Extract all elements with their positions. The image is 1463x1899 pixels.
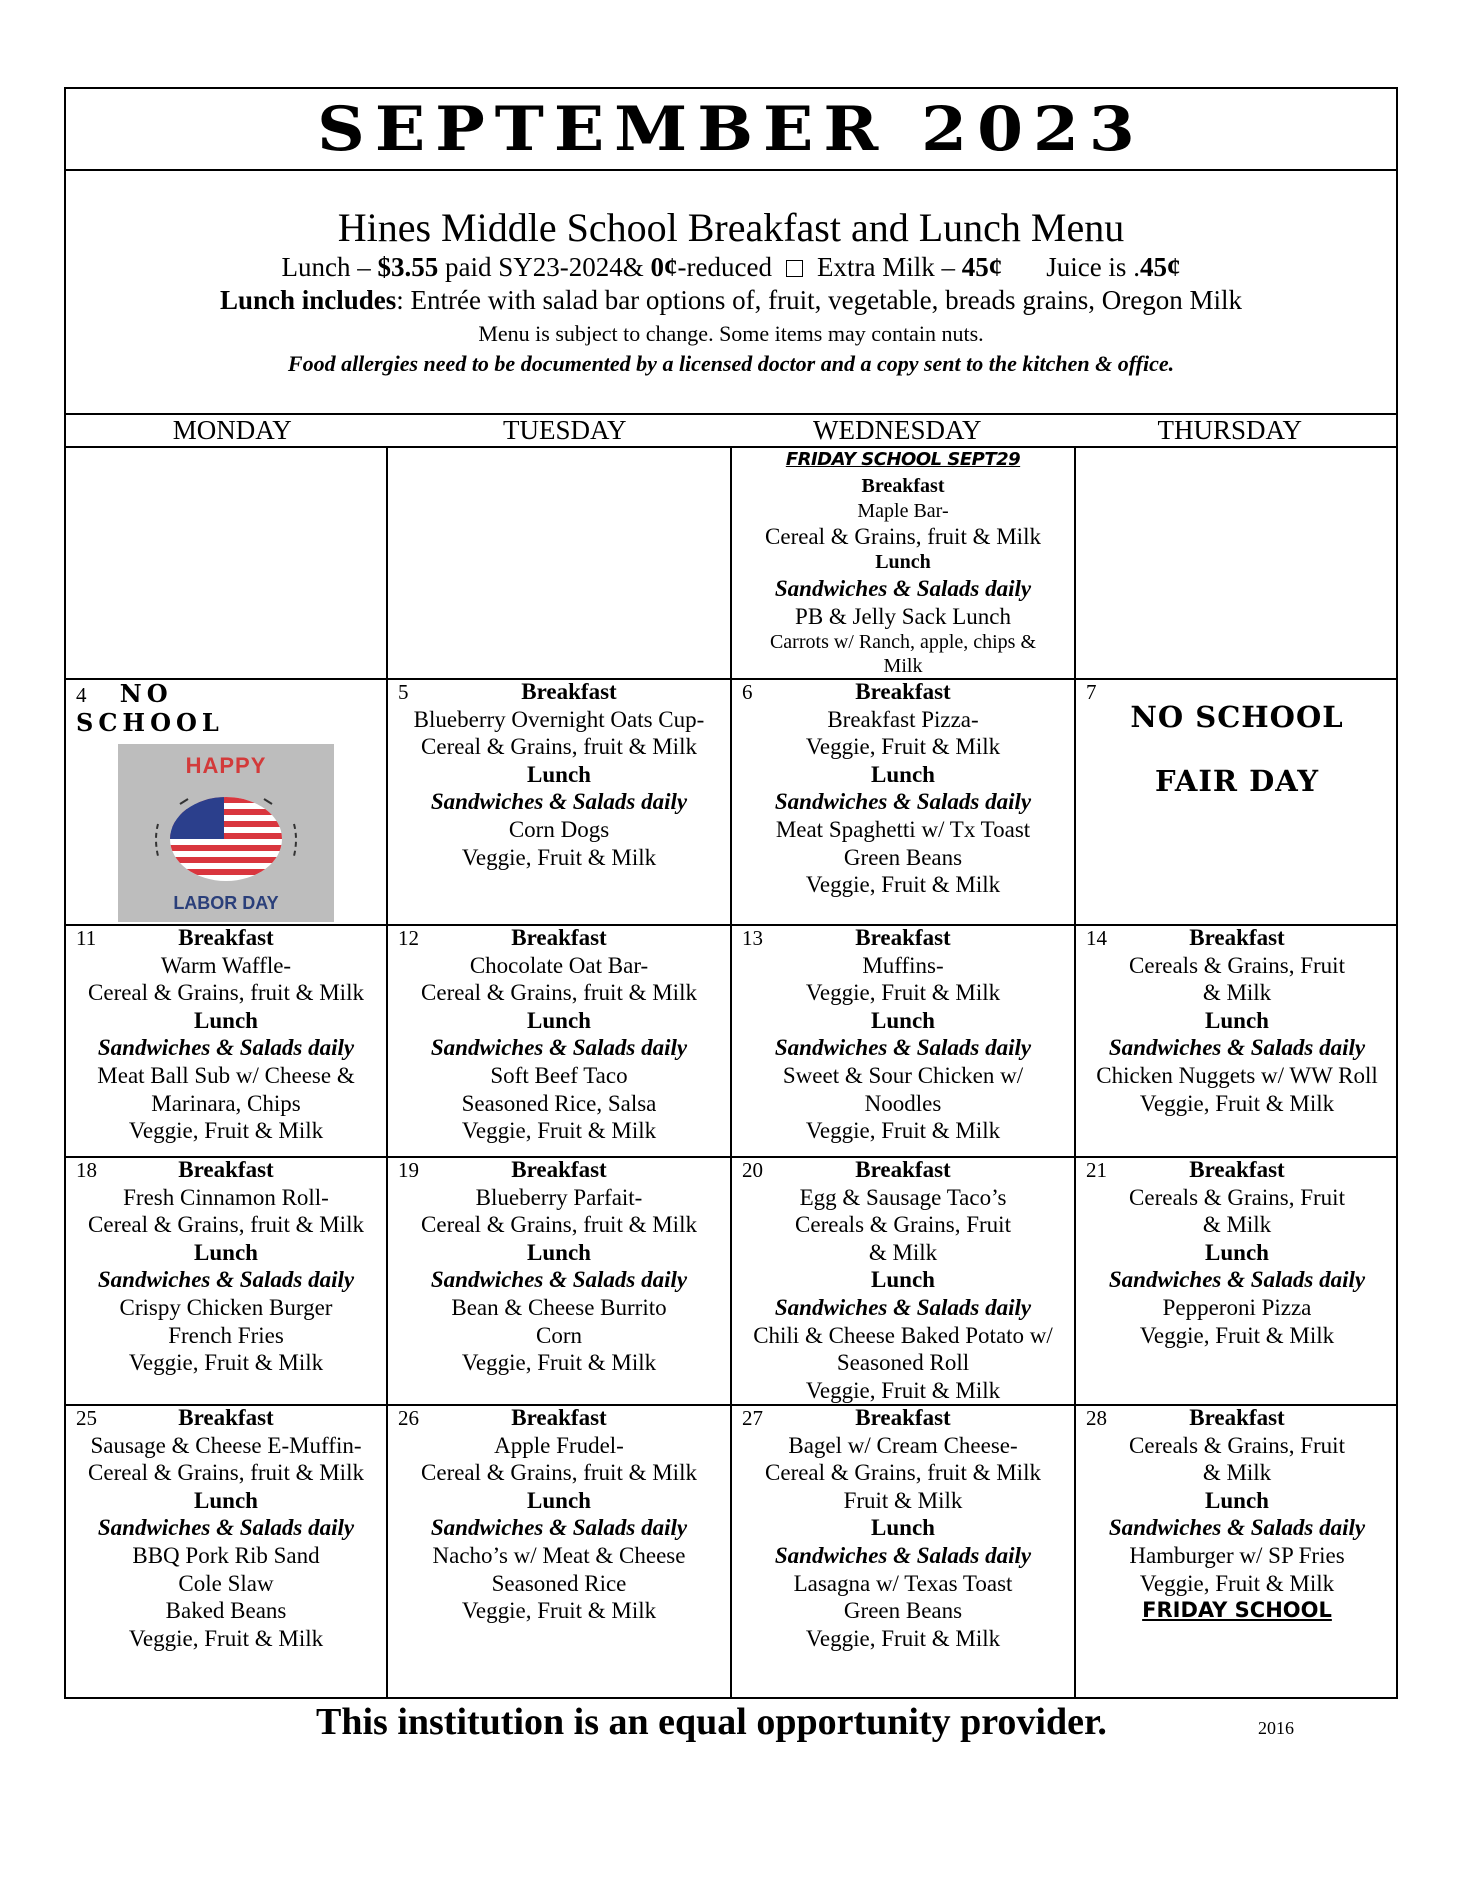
- menu-item: Veggie, Fruit & Milk: [805, 872, 1001, 898]
- menu-item: Cereal & Grains, fruit & Milk: [421, 1212, 697, 1238]
- menu-item: Green Beans: [843, 1598, 963, 1624]
- menu-item: Cereal & Grains, fruit & Milk: [765, 1460, 1041, 1486]
- daily-note: Sandwiches & Salads daily: [774, 576, 1032, 602]
- menu-info: [66, 169, 1396, 415]
- date-number: 11: [76, 926, 97, 950]
- lunch-heading: Lunch: [871, 1007, 935, 1033]
- menu-item: Fresh Cinnamon Roll-: [123, 1184, 329, 1210]
- date-number: 14: [1086, 926, 1107, 950]
- no-school-note: NO SCHOOL: [1130, 700, 1344, 734]
- breakfast-heading: Breakfast: [511, 925, 607, 950]
- menu-item: Seasoned Roll: [836, 1350, 970, 1376]
- date-number: 13: [742, 926, 763, 950]
- day-cell: [388, 924, 732, 1156]
- juice-label: Juice is .: [1046, 252, 1140, 282]
- date-number: 27: [742, 1406, 763, 1430]
- menu-item: Veggie, Fruit & Milk: [805, 1377, 1001, 1403]
- day-cell: [66, 678, 388, 924]
- allergy-note: Food allergies need to be documented by a licensed doctor and a copy sent to the kitchen & office.: [287, 351, 1175, 376]
- daily-note: Sandwiches & Salads daily: [430, 1267, 688, 1293]
- breakfast-heading: Breakfast: [855, 925, 951, 950]
- friday-school-banner: FRIDAY SCHOOL SEPT29: [785, 449, 1021, 470]
- day-cell: [732, 678, 1076, 924]
- day-cell: [732, 446, 1076, 678]
- menu-item: Veggie, Fruit & Milk: [128, 1118, 324, 1144]
- menu-item: Blueberry Parfait-: [475, 1184, 643, 1210]
- menu-item: Seasoned Rice, Salsa: [461, 1090, 657, 1116]
- day-cell: [1076, 924, 1398, 1156]
- menu-item: Bagel w/ Cream Cheese-: [788, 1432, 1018, 1458]
- menu-item: Veggie, Fruit & Milk: [1139, 1570, 1335, 1596]
- week-row: [66, 924, 1396, 1158]
- breakfast-heading: Breakfast: [855, 679, 951, 704]
- menu-item: Cereal & Grains, fruit & Milk: [88, 1212, 364, 1238]
- price-line: [66, 251, 1396, 284]
- menu-item: Corn Dogs: [508, 816, 610, 842]
- menu-item: Lasagna w/ Texas Toast: [793, 1570, 1013, 1596]
- lunch-heading: Lunch: [1205, 1239, 1269, 1265]
- menu-item: Sausage & Cheese E-Muffin-: [90, 1432, 362, 1458]
- daily-note: Sandwiches & Salads daily: [774, 1035, 1032, 1061]
- day-cell: [388, 1404, 732, 1697]
- menu-item: Chicken Nuggets w/ WW Roll: [1096, 1062, 1378, 1088]
- friday-school-note: FRIDAY SCHOOL: [1142, 1598, 1332, 1623]
- menu-item: Veggie, Fruit & Milk: [1139, 1090, 1335, 1116]
- menu-item: Cereals & Grains, Fruit: [1129, 1432, 1345, 1458]
- menu-item: Veggie, Fruit & Milk: [805, 1625, 1001, 1651]
- lunch-heading: Lunch: [871, 1267, 935, 1293]
- menu-item: & Milk: [1202, 1460, 1272, 1486]
- title-box: [66, 89, 1396, 171]
- menu-item: Cereals & Grains, Fruit: [1129, 1184, 1345, 1210]
- week-row: [66, 1156, 1396, 1406]
- includes-text: : Entrée with salad bar options of, fruit, vegetable, breads grains, Oregon Milk: [396, 285, 1243, 315]
- daily-note: Sandwiches & Salads daily: [774, 789, 1032, 815]
- menu-item: Green Beans: [843, 844, 963, 870]
- menu-item: Cereals & Grains, Fruit: [1129, 952, 1345, 978]
- menu-item: Chocolate Oat Bar-: [469, 952, 649, 978]
- menu-item: Baked Beans: [165, 1598, 287, 1624]
- menu-item: Pepperoni Pizza: [1162, 1294, 1312, 1320]
- menu-item: Warm Waffle-: [160, 952, 292, 978]
- change-note: Menu is subject to change. Some items may contain nuts.: [478, 321, 984, 346]
- breakfast-heading: Breakfast: [178, 1405, 274, 1430]
- day-cell: [1076, 1156, 1398, 1404]
- breakfast-heading: Breakfast: [855, 1405, 951, 1430]
- day-cell: [388, 446, 732, 678]
- lunch-heading: Lunch: [527, 1487, 591, 1513]
- day-cell: [732, 924, 1076, 1156]
- menu-item: Veggie, Fruit & Milk: [128, 1350, 324, 1376]
- menu-item: Apple Frudel-: [494, 1432, 624, 1458]
- menu-item: Breakfast Pizza-: [827, 706, 979, 732]
- date-number: 5: [398, 680, 409, 704]
- lunch-label: Lunch –: [281, 252, 378, 282]
- happy-text: HAPPY: [185, 753, 267, 778]
- daily-note: Sandwiches & Salads daily: [430, 1035, 688, 1061]
- menu-item: Veggie, Fruit & Milk: [128, 1625, 324, 1651]
- menu-item: Cereals & Grains, Fruit: [795, 1212, 1011, 1238]
- menu-item: Egg & Sausage Taco’s: [799, 1184, 1007, 1210]
- menu-item: Veggie, Fruit & Milk: [805, 1118, 1001, 1144]
- includes-line: [66, 284, 1396, 317]
- date-number: 25: [76, 1406, 97, 1430]
- day-cell: [732, 1156, 1076, 1404]
- day-header: THURSDAY: [1157, 415, 1303, 445]
- breakfast-heading: Breakfast: [1189, 1157, 1285, 1182]
- page-title: SEPTEMBER 2023: [317, 93, 1145, 165]
- breakfast-heading: Breakfast: [511, 1157, 607, 1182]
- extra-milk-price: 45¢: [961, 252, 1003, 282]
- footer-text: This institution is an equal opportunity provider.: [316, 1701, 1107, 1743]
- menu-item: Maple Bar-: [857, 499, 949, 522]
- date-number: 18: [76, 1158, 97, 1182]
- day-cell: [66, 1156, 388, 1404]
- menu-item: Cereal & Grains, fruit & Milk: [88, 1460, 364, 1486]
- date-number: 21: [1086, 1158, 1107, 1182]
- menu-item: Chili & Cheese Baked Potato w/: [753, 1322, 1053, 1348]
- date-number: 20: [742, 1158, 763, 1182]
- menu-item: Veggie, Fruit & Milk: [805, 980, 1001, 1006]
- fair-day-note: FAIR DAY: [1154, 763, 1320, 798]
- checkbox-icon: [786, 260, 803, 277]
- day-cell: [1076, 1404, 1398, 1697]
- breakfast-heading: Breakfast: [511, 1405, 607, 1430]
- menu-item: Cereal & Grains, fruit & Milk: [88, 980, 364, 1006]
- day-header: TUESDAY: [502, 415, 627, 445]
- menu-item: Crispy Chicken Burger: [119, 1294, 333, 1320]
- menu-item: Marinara, Chips: [151, 1090, 301, 1116]
- menu-item: Cereal & Grains, fruit & Milk: [421, 980, 697, 1006]
- menu-item: Seasoned Rice: [491, 1570, 627, 1596]
- breakfast-heading: Breakfast: [855, 1157, 951, 1182]
- school-name: Hines Middle School Breakfast and Lunch Menu: [337, 205, 1125, 250]
- menu-item: Veggie, Fruit & Milk: [461, 844, 657, 870]
- extra-milk-label: Extra Milk –: [816, 252, 962, 282]
- date-number: 26: [398, 1406, 419, 1430]
- menu-item: French Fries: [168, 1322, 284, 1348]
- breakfast-heading: Breakfast: [1189, 1405, 1285, 1430]
- menu-item: Sweet & Sour Chicken w/: [782, 1062, 1024, 1088]
- daily-note: Sandwiches & Salads daily: [774, 1542, 1032, 1568]
- day-cell: [732, 1404, 1076, 1697]
- menu-item: Noodles: [864, 1090, 942, 1116]
- juice-price: 45¢: [1139, 252, 1181, 282]
- lunch-heading: Lunch: [1205, 1007, 1269, 1033]
- menu-item: Bean & Cheese Burrito: [451, 1294, 667, 1320]
- menu-item: Blueberry Overnight Oats Cup-: [413, 706, 705, 732]
- day-cell: [1076, 446, 1398, 678]
- week-row: [66, 1404, 1396, 1697]
- no-school-note: [76, 680, 224, 738]
- menu-item: Milk: [883, 655, 923, 678]
- week-row: [66, 678, 1396, 926]
- labor-day-text: LABOR DAY: [173, 893, 279, 914]
- menu-item: Hamburger w/ SP Fries: [1129, 1542, 1345, 1568]
- menu-item: Veggie, Fruit & Milk: [805, 734, 1001, 760]
- footer-year: 2016: [1258, 1718, 1294, 1738]
- day-cell: [66, 1404, 388, 1697]
- lunch-heading: Lunch: [527, 761, 591, 787]
- menu-item: Cereal & Grains, fruit & Milk: [421, 1460, 697, 1486]
- lunch-heading: Lunch: [871, 1515, 935, 1541]
- day-cell: [66, 446, 388, 678]
- menu-item: Muffins-: [862, 952, 944, 978]
- menu-item: Nacho’s w/ Meat & Cheese: [432, 1542, 686, 1568]
- date-number: 28: [1086, 1406, 1107, 1430]
- menu-item: Meat Spaghetti w/ Tx Toast: [775, 816, 1031, 842]
- day-cell: [66, 924, 388, 1156]
- menu-item: Cole Slaw: [178, 1570, 274, 1596]
- breakfast-heading: Breakfast: [1189, 925, 1285, 950]
- lunch-heading: Lunch: [1205, 1487, 1269, 1513]
- date-number: 4: [76, 683, 87, 707]
- menu-item: Veggie, Fruit & Milk: [461, 1350, 657, 1376]
- reduced-price: 0¢: [650, 252, 678, 282]
- date-number: 7: [1086, 680, 1097, 704]
- no-school-word: SCHOOL: [76, 708, 224, 737]
- daily-note: Sandwiches & Salads daily: [1108, 1267, 1366, 1293]
- breakfast-heading: Breakfast: [178, 1157, 274, 1182]
- menu-item: Veggie, Fruit & Milk: [461, 1598, 657, 1624]
- date-number: 19: [398, 1158, 419, 1182]
- day-header: MONDAY: [172, 415, 292, 445]
- day-cell: [1076, 678, 1398, 924]
- menu-item: Fruit & Milk: [843, 1487, 963, 1513]
- menu-item: & Milk: [868, 1239, 938, 1265]
- menu-item: BBQ Pork Rib Sand: [132, 1542, 320, 1568]
- day-cell: [388, 678, 732, 924]
- menu-item: Veggie, Fruit & Milk: [1139, 1322, 1335, 1348]
- no-school-word: NO: [119, 679, 173, 708]
- menu-item: Meat Ball Sub w/ Cheese &: [97, 1062, 355, 1088]
- lunch-heading: Lunch: [194, 1487, 258, 1513]
- day-headers: [66, 413, 1396, 448]
- breakfast-heading: Breakfast: [521, 679, 617, 704]
- lunch-heading: Lunch: [875, 551, 931, 574]
- menu-frame: [64, 87, 1398, 1699]
- menu-item: Soft Beef Taco: [490, 1062, 628, 1088]
- menu-item: Cereal & Grains, fruit & Milk: [765, 523, 1041, 549]
- date-number: 6: [742, 680, 753, 704]
- day-header: WEDNESDAY: [813, 415, 982, 445]
- menu-item: Cereal & Grains, fruit & Milk: [421, 734, 697, 760]
- daily-note: Sandwiches & Salads daily: [97, 1267, 355, 1293]
- menu-item: & Milk: [1202, 980, 1272, 1006]
- lunch-heading: Lunch: [871, 761, 935, 787]
- labor-day-image: [118, 744, 334, 922]
- lunch-heading: Lunch: [527, 1239, 591, 1265]
- menu-item: Corn: [536, 1322, 582, 1348]
- lunch-heading: Lunch: [527, 1007, 591, 1033]
- lunch-price: $3.55: [377, 252, 439, 282]
- daily-note: Sandwiches & Salads daily: [430, 1515, 688, 1541]
- date-number: 12: [398, 926, 419, 950]
- menu-item: Veggie, Fruit & Milk: [461, 1118, 657, 1144]
- lunch-paid: paid SY23-2024&: [438, 252, 651, 282]
- breakfast-heading: Breakfast: [178, 925, 274, 950]
- daily-note: Sandwiches & Salads daily: [774, 1294, 1032, 1320]
- menu-item: PB & Jelly Sack Lunch: [795, 603, 1011, 629]
- day-cell: [388, 1156, 732, 1404]
- lunch-heading: Lunch: [194, 1007, 258, 1033]
- menu-item: Carrots w/ Ranch, apple, chips &: [769, 631, 1037, 654]
- week-row: [66, 446, 1396, 680]
- daily-note: Sandwiches & Salads daily: [1108, 1035, 1366, 1061]
- daily-note: Sandwiches & Salads daily: [1108, 1515, 1366, 1541]
- breakfast-heading: Breakfast: [861, 474, 945, 497]
- daily-note: Sandwiches & Salads daily: [97, 1035, 355, 1061]
- lunch-heading: Lunch: [194, 1239, 258, 1265]
- includes-label: Lunch includes: [219, 285, 397, 315]
- daily-note: Sandwiches & Salads daily: [430, 789, 688, 815]
- reduced-label: -reduced: [677, 252, 772, 282]
- menu-item: & Milk: [1202, 1212, 1272, 1238]
- daily-note: Sandwiches & Salads daily: [97, 1515, 355, 1541]
